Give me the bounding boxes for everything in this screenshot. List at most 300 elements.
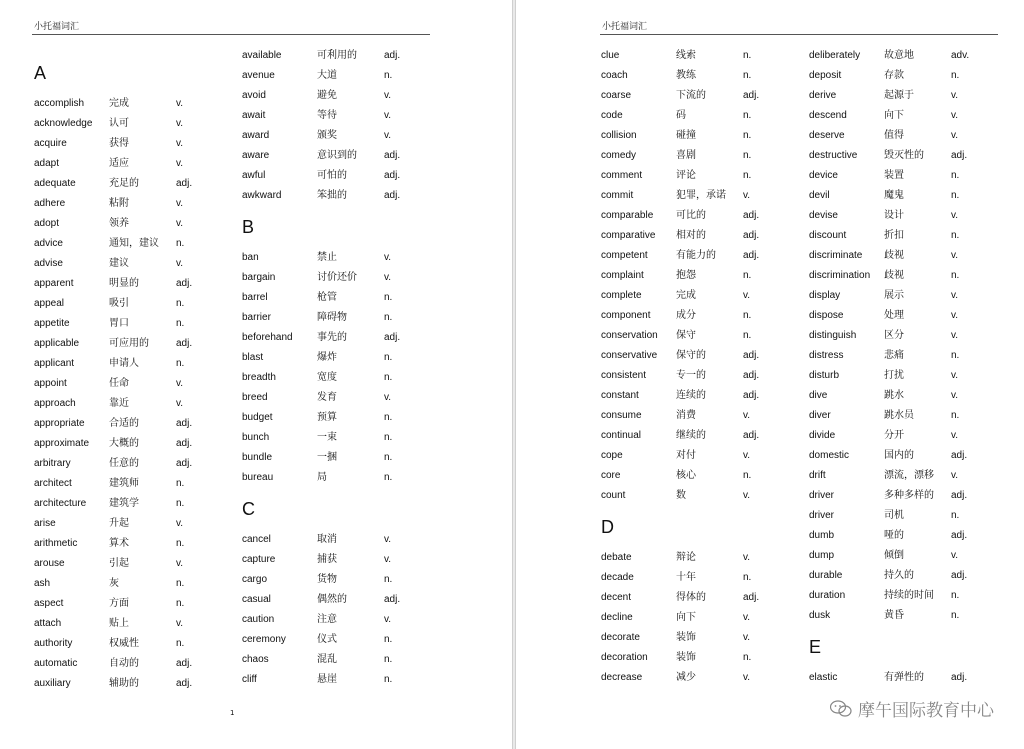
vocab-word: breadth bbox=[242, 372, 276, 383]
vocab-entry bbox=[242, 328, 442, 348]
vocab-word: component bbox=[601, 310, 651, 321]
vocab-entry bbox=[601, 146, 801, 166]
vocab-entry bbox=[34, 334, 234, 354]
vocab-pos: v. bbox=[176, 98, 184, 109]
vocab-meaning: 区分 bbox=[884, 330, 904, 341]
vocab-pos: adj. bbox=[384, 190, 401, 201]
section-letter: E bbox=[809, 637, 822, 657]
vocab-pos: n. bbox=[951, 590, 960, 601]
vocab-meaning: 辅助的 bbox=[109, 678, 139, 689]
vocab-entry bbox=[34, 214, 234, 234]
vocab-word: collision bbox=[601, 130, 637, 141]
vocab-pos: n. bbox=[743, 70, 752, 81]
vocab-entry bbox=[34, 294, 234, 314]
vocab-entry bbox=[242, 268, 442, 288]
vocab-pos: v. bbox=[951, 90, 959, 101]
vocab-entry bbox=[601, 286, 801, 306]
vocab-meaning: 完成 bbox=[109, 98, 129, 109]
vocab-word: appoint bbox=[34, 378, 67, 389]
vocab-word: complete bbox=[601, 290, 642, 301]
vocab-word: count bbox=[601, 490, 626, 501]
vocab-word: descend bbox=[809, 110, 847, 121]
vocab-meaning: 悬崖 bbox=[317, 674, 337, 685]
vocab-entry bbox=[34, 514, 234, 534]
vocab-pos: v. bbox=[176, 138, 184, 149]
vocab-entry bbox=[809, 668, 1009, 688]
vocab-word: device bbox=[809, 170, 838, 181]
vocab-pos: n. bbox=[951, 510, 960, 521]
vocab-meaning: 悲痛 bbox=[884, 350, 904, 361]
vocab-entry bbox=[34, 254, 234, 274]
vocab-word: display bbox=[809, 290, 841, 301]
vocab-word: breed bbox=[242, 392, 268, 403]
vocab-meaning: 打扰 bbox=[884, 370, 904, 381]
vocab-pos: v. bbox=[951, 430, 959, 441]
vocab-meaning: 认可 bbox=[109, 118, 129, 129]
vocab-meaning: 歧视 bbox=[884, 250, 904, 261]
vocab-pos: n. bbox=[951, 170, 960, 181]
vocab-meaning: 哑的 bbox=[884, 530, 904, 541]
vocab-pos: n. bbox=[384, 292, 393, 303]
vocab-entry bbox=[809, 306, 1009, 326]
vocab-meaning: 仪式 bbox=[317, 634, 337, 645]
vocab-meaning: 充足的 bbox=[109, 178, 139, 189]
vocab-word: diver bbox=[809, 410, 831, 421]
vocab-pos: n. bbox=[176, 598, 185, 609]
vocab-pos: v. bbox=[384, 554, 392, 565]
vocab-meaning: 装饰 bbox=[676, 632, 696, 643]
vocab-pos: adj. bbox=[951, 672, 968, 683]
vocab-word: bureau bbox=[242, 472, 274, 483]
vocab-pos: adj. bbox=[176, 178, 193, 189]
vocab-pos: v. bbox=[743, 490, 751, 501]
vocab-word: dispose bbox=[809, 310, 844, 321]
vocab-meaning: 犯罪，承诺 bbox=[676, 190, 726, 201]
vocab-meaning: 粘附 bbox=[109, 198, 129, 209]
vocab-meaning: 专一的 bbox=[676, 370, 706, 381]
vocab-word: approach bbox=[34, 398, 76, 409]
vocab-word: chaos bbox=[242, 654, 269, 665]
vocab-entry bbox=[242, 46, 442, 66]
vocab-meaning: 等待 bbox=[317, 110, 337, 121]
vocab-entry bbox=[601, 406, 801, 426]
vocab-word: dumb bbox=[809, 530, 835, 541]
vocab-meaning: 数 bbox=[676, 490, 686, 501]
vocab-entry bbox=[242, 106, 442, 126]
vocab-entry bbox=[242, 448, 442, 468]
vocab-word: cliff bbox=[242, 674, 257, 685]
vocab-word: acknowledge bbox=[34, 118, 93, 129]
vocab-meaning: 装置 bbox=[884, 170, 904, 181]
vocab-word: derive bbox=[809, 90, 837, 101]
vocab-entry bbox=[34, 574, 234, 594]
vocab-word: adapt bbox=[34, 158, 60, 169]
vocab-entry bbox=[242, 590, 442, 610]
vocab-meaning: 相对的 bbox=[676, 230, 706, 241]
vocab-meaning: 适应 bbox=[109, 158, 129, 169]
vocab-pos: adj. bbox=[176, 438, 193, 449]
vocab-meaning: 装饰 bbox=[676, 652, 696, 663]
vocab-entry bbox=[601, 126, 801, 146]
vocab-pos: n. bbox=[176, 498, 185, 509]
watermark bbox=[830, 696, 994, 721]
vocab-meaning: 建筑学 bbox=[109, 498, 139, 509]
vocab-pos: n. bbox=[176, 298, 185, 309]
vocab-entry bbox=[34, 174, 234, 194]
section-letter: A bbox=[34, 63, 47, 83]
vocab-meaning: 贴上 bbox=[109, 618, 129, 629]
vocab-meaning: 码 bbox=[676, 110, 686, 121]
vocab-word: cargo bbox=[242, 574, 268, 585]
vocab-pos: n. bbox=[384, 412, 393, 423]
vocab-entry bbox=[242, 630, 442, 650]
vocab-entry bbox=[34, 194, 234, 214]
vocab-pos: adj. bbox=[384, 50, 401, 61]
vocab-word: arise bbox=[34, 518, 56, 529]
vocab-word: approximate bbox=[34, 438, 90, 449]
vocab-word: advise bbox=[34, 258, 63, 269]
vocab-word: decline bbox=[601, 612, 633, 623]
header-rule bbox=[32, 34, 430, 35]
vocab-meaning: 吸引 bbox=[109, 298, 129, 309]
vocab-word: conservative bbox=[601, 350, 658, 361]
vocab-entry bbox=[34, 454, 234, 474]
vocab-pos: adj. bbox=[176, 338, 193, 349]
vocab-pos: v. bbox=[384, 392, 392, 403]
vocab-entry bbox=[601, 266, 801, 286]
vocab-pos: n. bbox=[176, 238, 185, 249]
vocab-word: devil bbox=[809, 190, 830, 201]
vocab-pos: n. bbox=[951, 270, 960, 281]
vocab-pos: v. bbox=[951, 310, 959, 321]
vocab-word: decrease bbox=[601, 672, 643, 683]
vocab-meaning: 司机 bbox=[884, 510, 904, 521]
vocab-entry bbox=[601, 246, 801, 266]
vocab-meaning: 评论 bbox=[676, 170, 696, 181]
vocab-meaning: 枪管 bbox=[317, 292, 337, 303]
vocab-meaning: 自动的 bbox=[109, 658, 139, 669]
vocab-meaning: 倾倒 bbox=[884, 550, 904, 561]
vocab-word: complaint bbox=[601, 270, 644, 281]
vocab-word: deserve bbox=[809, 130, 845, 141]
vocab-entry bbox=[809, 426, 1009, 446]
vocab-entry bbox=[809, 466, 1009, 486]
vocab-meaning: 胃口 bbox=[109, 318, 129, 329]
vocab-entry bbox=[34, 354, 234, 374]
vocab-meaning: 注意 bbox=[317, 614, 337, 625]
vocab-pos: v. bbox=[951, 550, 959, 561]
vocab-word: decent bbox=[601, 592, 632, 603]
vocab-meaning: 喜剧 bbox=[676, 150, 696, 161]
vocab-meaning: 辩论 bbox=[676, 552, 696, 563]
vocab-meaning: 保守 bbox=[676, 330, 696, 341]
vocab-meaning: 值得 bbox=[884, 130, 904, 141]
vocab-word: continual bbox=[601, 430, 642, 441]
watermark-text: 摩午国际教育中心 bbox=[858, 701, 994, 721]
vocab-meaning: 获得 bbox=[109, 138, 129, 149]
vocab-word: debate bbox=[601, 552, 632, 563]
vocab-entry bbox=[809, 446, 1009, 466]
vocab-entry bbox=[601, 106, 801, 126]
vocab-entry bbox=[242, 186, 442, 206]
vocab-meaning: 货物 bbox=[317, 574, 337, 585]
vocab-meaning: 可利用的 bbox=[317, 50, 357, 61]
word-column-4 bbox=[809, 46, 1009, 688]
vocab-entry bbox=[601, 386, 801, 406]
vocab-entry bbox=[242, 428, 442, 448]
vocab-entry bbox=[34, 594, 234, 614]
vocab-meaning: 碰撞 bbox=[676, 130, 696, 141]
vocab-entry bbox=[809, 366, 1009, 386]
vocab-entry bbox=[34, 554, 234, 574]
vocab-meaning: 任意的 bbox=[109, 458, 139, 469]
vocab-word: bunch bbox=[242, 432, 270, 443]
vocab-pos: n. bbox=[743, 652, 752, 663]
vocab-pos: n. bbox=[743, 310, 752, 321]
vocab-word: distress bbox=[809, 350, 844, 361]
vocab-word: deposit bbox=[809, 70, 842, 81]
vocab-word: decade bbox=[601, 572, 634, 583]
vocab-entry bbox=[809, 106, 1009, 126]
vocab-entry bbox=[34, 94, 234, 114]
vocab-pos: n. bbox=[743, 130, 752, 141]
vocab-word: decorate bbox=[601, 632, 640, 643]
vocab-entry bbox=[601, 346, 801, 366]
vocab-meaning: 向下 bbox=[676, 612, 696, 623]
vocab-entry bbox=[242, 368, 442, 388]
vocab-meaning: 偶然的 bbox=[317, 594, 347, 605]
vocab-entry bbox=[242, 308, 442, 328]
vocab-pos: n. bbox=[384, 452, 393, 463]
vocab-word: appeal bbox=[34, 298, 65, 309]
vocab-pos: adj. bbox=[951, 150, 968, 161]
right-page bbox=[516, 0, 1024, 749]
vocab-word: blast bbox=[242, 352, 264, 363]
vocab-pos: n. bbox=[384, 654, 393, 665]
vocab-pos: v. bbox=[951, 110, 959, 121]
vocab-meaning: 多种多样的 bbox=[884, 490, 934, 501]
vocab-pos: adj. bbox=[951, 570, 968, 581]
vocab-meaning: 升起 bbox=[109, 518, 129, 529]
vocab-pos: v. bbox=[176, 258, 184, 269]
vocab-meaning: 取消 bbox=[317, 534, 337, 545]
section-letter: B bbox=[242, 217, 255, 237]
vocab-meaning: 障碍物 bbox=[317, 312, 347, 323]
vocab-meaning: 讨价还价 bbox=[317, 272, 357, 283]
vocab-pos: adj. bbox=[951, 450, 968, 461]
vocab-entry bbox=[601, 588, 801, 608]
vocab-entry bbox=[601, 486, 801, 506]
vocab-entry bbox=[809, 586, 1009, 606]
vocab-entry bbox=[601, 86, 801, 106]
vocab-word: await bbox=[242, 110, 266, 121]
vocab-meaning: 起源于 bbox=[884, 90, 914, 101]
vocab-meaning: 靠近 bbox=[109, 398, 129, 409]
vocab-entry bbox=[34, 674, 234, 694]
vocab-pos: n. bbox=[743, 572, 752, 583]
vocab-pos: adj. bbox=[743, 210, 760, 221]
vocab-entry bbox=[601, 226, 801, 246]
vocab-word: adhere bbox=[34, 198, 66, 209]
vocab-pos: n. bbox=[743, 150, 752, 161]
vocab-word: aware bbox=[242, 150, 270, 161]
vocab-pos: v. bbox=[951, 330, 959, 341]
vocab-word: destructive bbox=[809, 150, 858, 161]
vocab-meaning: 颁奖 bbox=[317, 130, 337, 141]
vocab-word: bundle bbox=[242, 452, 273, 463]
vocab-pos: v. bbox=[743, 672, 751, 683]
vocab-entry bbox=[809, 186, 1009, 206]
vocab-meaning: 建筑师 bbox=[109, 478, 139, 489]
vocab-pos: adj. bbox=[384, 332, 401, 343]
vocab-meaning: 预算 bbox=[317, 412, 337, 423]
vocab-entry bbox=[242, 288, 442, 308]
vocab-entry bbox=[34, 534, 234, 554]
vocab-entry bbox=[34, 394, 234, 414]
vocab-word: divide bbox=[809, 430, 836, 441]
vocab-meaning: 方面 bbox=[109, 598, 129, 609]
word-column-3 bbox=[601, 46, 801, 688]
vocab-pos: n. bbox=[951, 350, 960, 361]
vocab-pos: adj. bbox=[176, 678, 193, 689]
vocab-entry bbox=[809, 326, 1009, 346]
vocab-pos: n. bbox=[384, 352, 393, 363]
vocab-meaning: 毁灭性的 bbox=[884, 150, 924, 161]
vocab-pos: adv. bbox=[951, 50, 970, 61]
vocab-meaning: 引起 bbox=[109, 558, 129, 569]
vocab-pos: n. bbox=[743, 270, 752, 281]
vocab-pos: n. bbox=[176, 318, 185, 329]
page-header: 小托福词汇 bbox=[602, 22, 648, 32]
vocab-pos: v. bbox=[951, 290, 959, 301]
vocab-entry bbox=[601, 206, 801, 226]
vocab-meaning: 漂流，漂移 bbox=[884, 470, 934, 481]
vocab-meaning: 教练 bbox=[676, 70, 696, 81]
vocab-entry bbox=[809, 46, 1009, 66]
vocab-pos: adj. bbox=[743, 370, 760, 381]
vocab-entry bbox=[34, 114, 234, 134]
vocab-pos: v. bbox=[176, 618, 184, 629]
vocab-entry bbox=[809, 86, 1009, 106]
vocab-meaning: 设计 bbox=[884, 210, 904, 221]
vocab-pos: n. bbox=[384, 472, 393, 483]
vocab-pos: v. bbox=[951, 470, 959, 481]
vocab-entry bbox=[242, 86, 442, 106]
vocab-pos: v. bbox=[176, 198, 184, 209]
vocab-pos: v. bbox=[743, 632, 751, 643]
vocab-pos: n. bbox=[176, 538, 185, 549]
vocab-meaning: 建议 bbox=[109, 258, 129, 269]
vocab-entry bbox=[809, 206, 1009, 226]
vocab-entry bbox=[242, 66, 442, 86]
vocab-pos: adj. bbox=[384, 150, 401, 161]
vocab-pos: n. bbox=[743, 470, 752, 481]
vocab-entry bbox=[34, 374, 234, 394]
vocab-entry bbox=[34, 474, 234, 494]
vocab-entry bbox=[809, 266, 1009, 286]
vocab-word: dive bbox=[809, 390, 828, 401]
vocab-word: aspect bbox=[34, 598, 64, 609]
vocab-pos: n. bbox=[176, 478, 185, 489]
vocab-pos: adj. bbox=[951, 490, 968, 501]
vocab-entry bbox=[601, 46, 801, 66]
vocab-pos: n. bbox=[176, 578, 185, 589]
vocab-entry bbox=[34, 134, 234, 154]
vocab-entry bbox=[242, 408, 442, 428]
vocab-word: domestic bbox=[809, 450, 850, 461]
vocab-entry bbox=[809, 486, 1009, 506]
vocab-pos: adj. bbox=[176, 418, 193, 429]
vocab-entry bbox=[34, 414, 234, 434]
vocab-entry bbox=[34, 614, 234, 634]
vocab-word: advice bbox=[34, 238, 63, 249]
vocab-meaning: 事先的 bbox=[317, 332, 347, 343]
vocab-meaning: 继续的 bbox=[676, 430, 706, 441]
vocab-word: comment bbox=[601, 170, 643, 181]
vocab-pos: n. bbox=[743, 50, 752, 61]
vocab-pos: n. bbox=[384, 312, 393, 323]
vocab-meaning: 意识到的 bbox=[317, 150, 357, 161]
vocab-meaning: 算术 bbox=[109, 538, 129, 549]
vocab-meaning: 歧视 bbox=[884, 270, 904, 281]
vocab-meaning: 大道 bbox=[317, 70, 337, 81]
vocab-word: duration bbox=[809, 590, 846, 601]
vocab-pos: adj. bbox=[743, 230, 760, 241]
vocab-word: arbitrary bbox=[34, 458, 71, 469]
vocab-word: budget bbox=[242, 412, 273, 423]
vocab-meaning: 保守的 bbox=[676, 350, 706, 361]
vocab-word: core bbox=[601, 470, 621, 481]
vocab-pos: v. bbox=[743, 552, 751, 563]
vocab-meaning: 下流的 bbox=[676, 90, 706, 101]
vocab-pos: v. bbox=[384, 252, 392, 263]
vocab-meaning: 发育 bbox=[317, 392, 337, 403]
vocab-word: architect bbox=[34, 478, 72, 489]
vocab-pos: adj. bbox=[384, 594, 401, 605]
vocab-word: comparable bbox=[601, 210, 654, 221]
vocab-entry bbox=[601, 668, 801, 688]
vocab-word: caution bbox=[242, 614, 275, 625]
vocab-meaning: 黄昏 bbox=[884, 610, 904, 621]
vocab-entry bbox=[601, 648, 801, 668]
vocab-pos: v. bbox=[384, 110, 392, 121]
vocab-pos: v. bbox=[384, 90, 392, 101]
vocab-meaning: 混乱 bbox=[317, 654, 337, 665]
vocab-meaning: 国内的 bbox=[884, 450, 914, 461]
vocab-word: discrimination bbox=[809, 270, 871, 281]
vocab-entry bbox=[809, 146, 1009, 166]
vocab-word: elastic bbox=[809, 672, 838, 683]
vocab-word: clue bbox=[601, 50, 620, 61]
vocab-pos: v. bbox=[176, 518, 184, 529]
vocab-word: comparative bbox=[601, 230, 656, 241]
vocab-word: barrel bbox=[242, 292, 268, 303]
vocab-word: conservation bbox=[601, 330, 658, 341]
vocab-entry bbox=[242, 146, 442, 166]
vocab-meaning: 处理 bbox=[884, 310, 904, 321]
vocab-meaning: 对付 bbox=[676, 450, 696, 461]
vocab-entry bbox=[809, 226, 1009, 246]
vocab-meaning: 有弹性的 bbox=[884, 672, 924, 683]
vocab-pos: v. bbox=[951, 390, 959, 401]
vocab-pos: adj. bbox=[743, 90, 760, 101]
vocab-entry bbox=[34, 494, 234, 514]
vocab-word: distinguish bbox=[809, 330, 857, 341]
vocab-word: adequate bbox=[34, 178, 76, 189]
wechat-icon bbox=[830, 700, 852, 718]
vocab-entry bbox=[809, 406, 1009, 426]
vocab-pos: v. bbox=[951, 250, 959, 261]
